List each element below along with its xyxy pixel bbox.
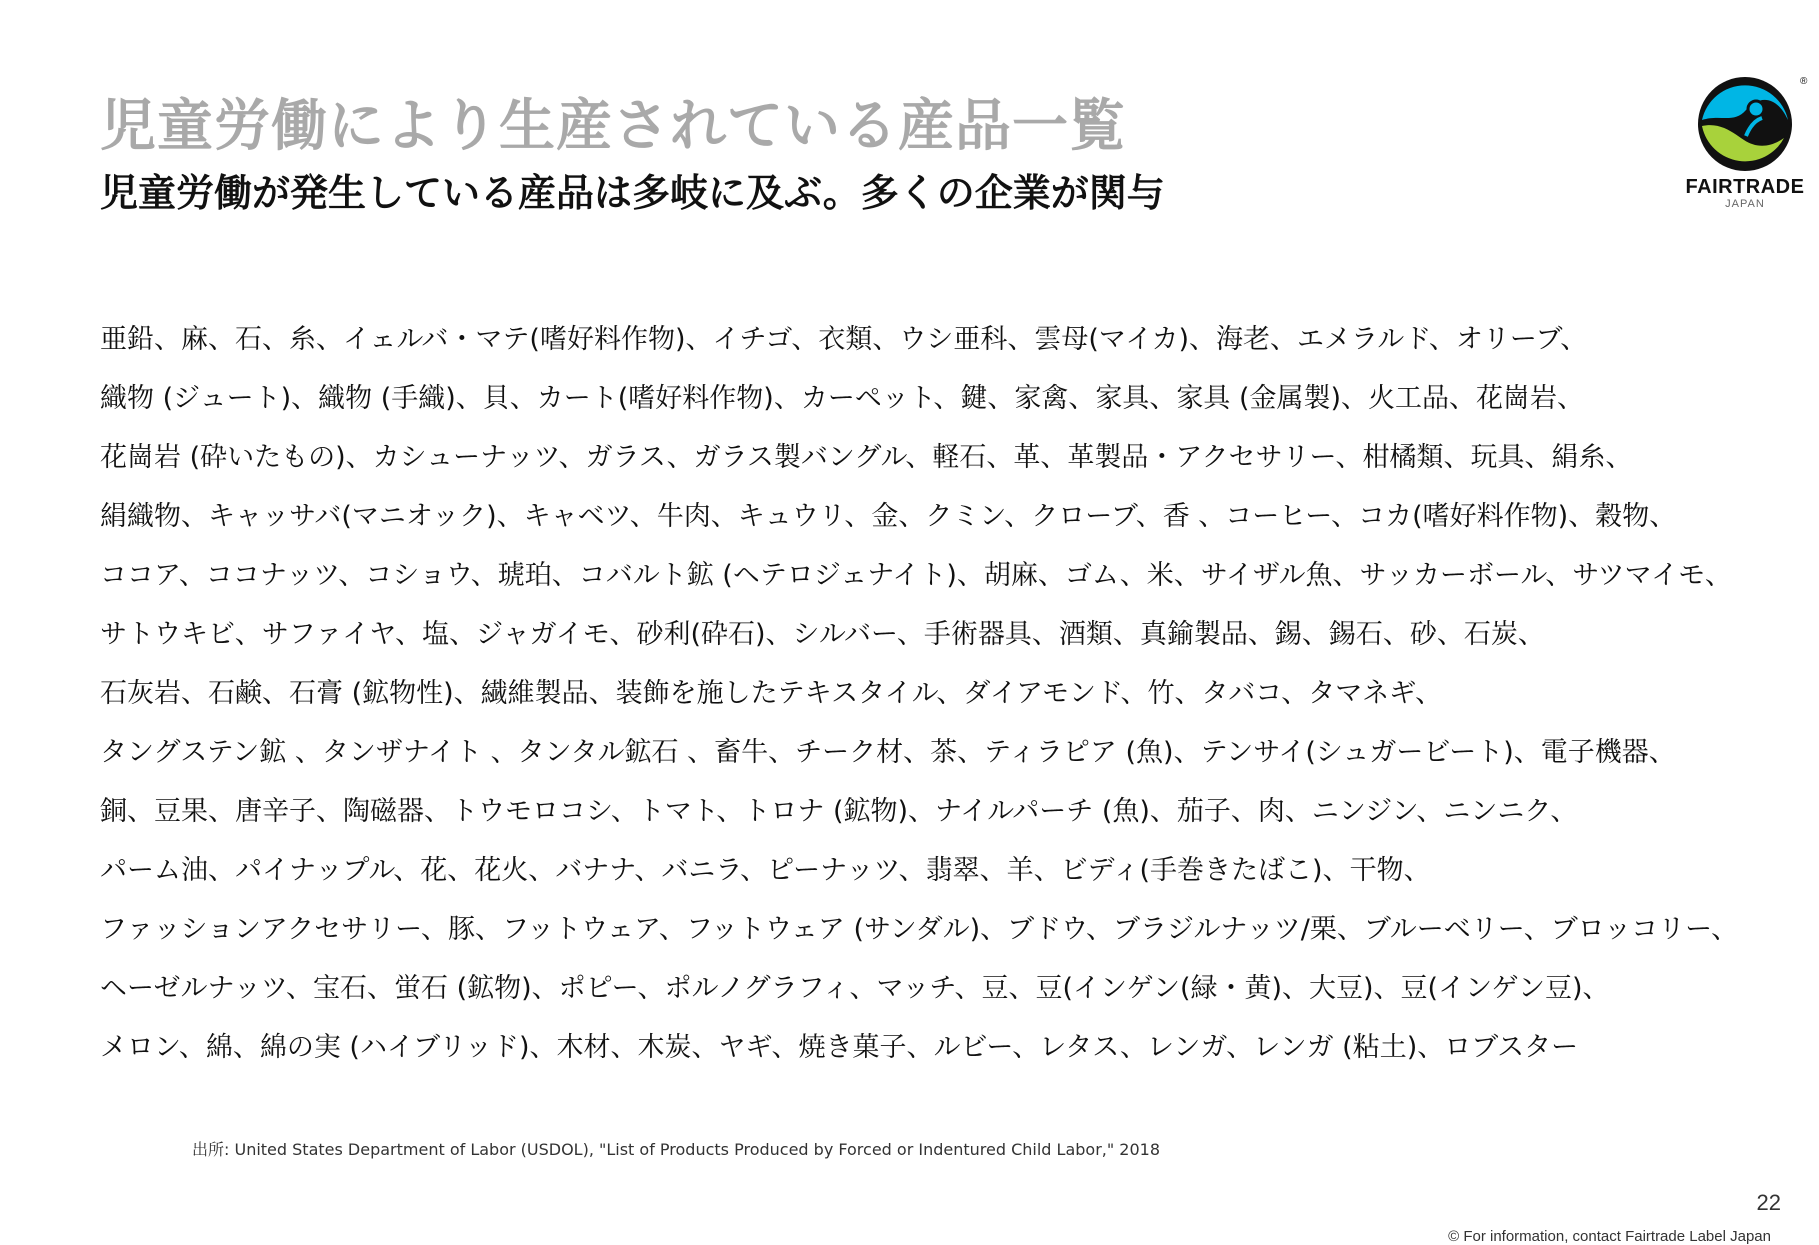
product-line: 絹織物、キャッサバ(マニオック)、キャベツ、牛肉、キュウリ、金、クミン、クローブ、香 、コーヒー、コカ(嗜好料作物)、穀物、: [100, 501, 1677, 532]
logo-subtext: JAPAN: [1725, 198, 1765, 210]
product-line: ココア、ココナッツ、コショウ、琥珀、コバルト鉱 (ヘテロジェナイト)、胡麻、ゴム、米、サイザル魚、サッカーボール、サツマイモ、: [100, 560, 1732, 591]
slide-subtitle: 児童労働が発生している産品は多岐に及ぶ。多くの企業が関与: [100, 171, 1165, 215]
product-line: 亜鉛、麻、石、糸、イェルバ・マテ(嗜好料作物)、イチゴ、衣類、ウシ亜科、雲母(マイカ)、海老、エメラルド、オリーブ、: [100, 324, 1588, 355]
product-line: タングステン鉱 、タンザナイト 、タンタル鉱石 、畜牛、チーク材、茶、ティラピア (魚)、テンサイ(シュガービート)、電子機器、: [100, 737, 1676, 768]
logo-wordmark: FAIRTRADE: [1685, 176, 1805, 198]
product-line: サトウキビ、サファイヤ、塩、ジャガイモ、砂利(砕石)、シルバー、手術器具、酒類、真鍮製品、錫、錫石、砂、石炭、: [100, 619, 1545, 650]
copyright-notice: © For information, contact Fairtrade Label Japan: [1448, 1228, 1771, 1245]
fairtrade-logo: [1680, 76, 1810, 216]
product-list: [100, 310, 1800, 1077]
product-line: ヘーゼルナッツ、宝石、蛍石 (鉱物)、ポピー、ポルノグラフィ、マッチ、豆、豆(インゲン(緑・黄)、大豆)、豆(インゲン豆)、: [100, 973, 1610, 1004]
source-citation: 出所: United States Department of Labor (USDOL), "List of Products Produced by Forced or Indentured Child Labor," 2018: [192, 1140, 1161, 1159]
product-line: 銅、豆果、唐辛子、陶磁器、トウモロコシ、トマト、トロナ (鉱物)、ナイルパーチ (魚)、茄子、肉、ニンジン、ニンニク、: [100, 796, 1578, 827]
product-line: メロン、綿、綿の実 (ハイブリッド)、木材、木炭、ヤギ、焼き菓子、ルビー、レタス、レンガ、レンガ (粘土)、ロブスター: [100, 1032, 1579, 1063]
fairtrade-mark-icon: [1680, 76, 1810, 176]
product-line: パーム油、パイナップル、花、花火、バナナ、バニラ、ピーナッツ、翡翠、羊、ビディ(手巻きたばこ)、干物、: [100, 855, 1431, 886]
slide-title: 児童労働により生産されている産品一覧: [100, 94, 1126, 159]
product-line: 石灰岩、石鹸、石膏 (鉱物性)、繊維製品、装飾を施したテキスタイル、ダイアモンド、竹、タバコ、タマネギ、: [100, 678, 1443, 709]
registered-mark: ®: [1800, 76, 1808, 87]
product-line: ファッションアクセサリー、豚、フットウェア、フットウェア (サンダル)、ブドウ、ブラジルナッツ/栗、ブルーベリー、ブロッコリー、: [100, 914, 1739, 945]
page-number: 22: [1756, 1190, 1781, 1215]
product-line: 花崗岩 (砕いたもの)、カシューナッツ、ガラス、ガラス製バングル、軽石、革、革製品・アクセサリー、柑橘類、玩具、絹糸、: [100, 442, 1633, 473]
product-line: 織物 (ジュート)、織物 (手織)、貝、カート(嗜好料作物)、カーペット、鍵、家禽、家具、家具 (金属製)、火工品、花崗岩、: [100, 383, 1585, 414]
